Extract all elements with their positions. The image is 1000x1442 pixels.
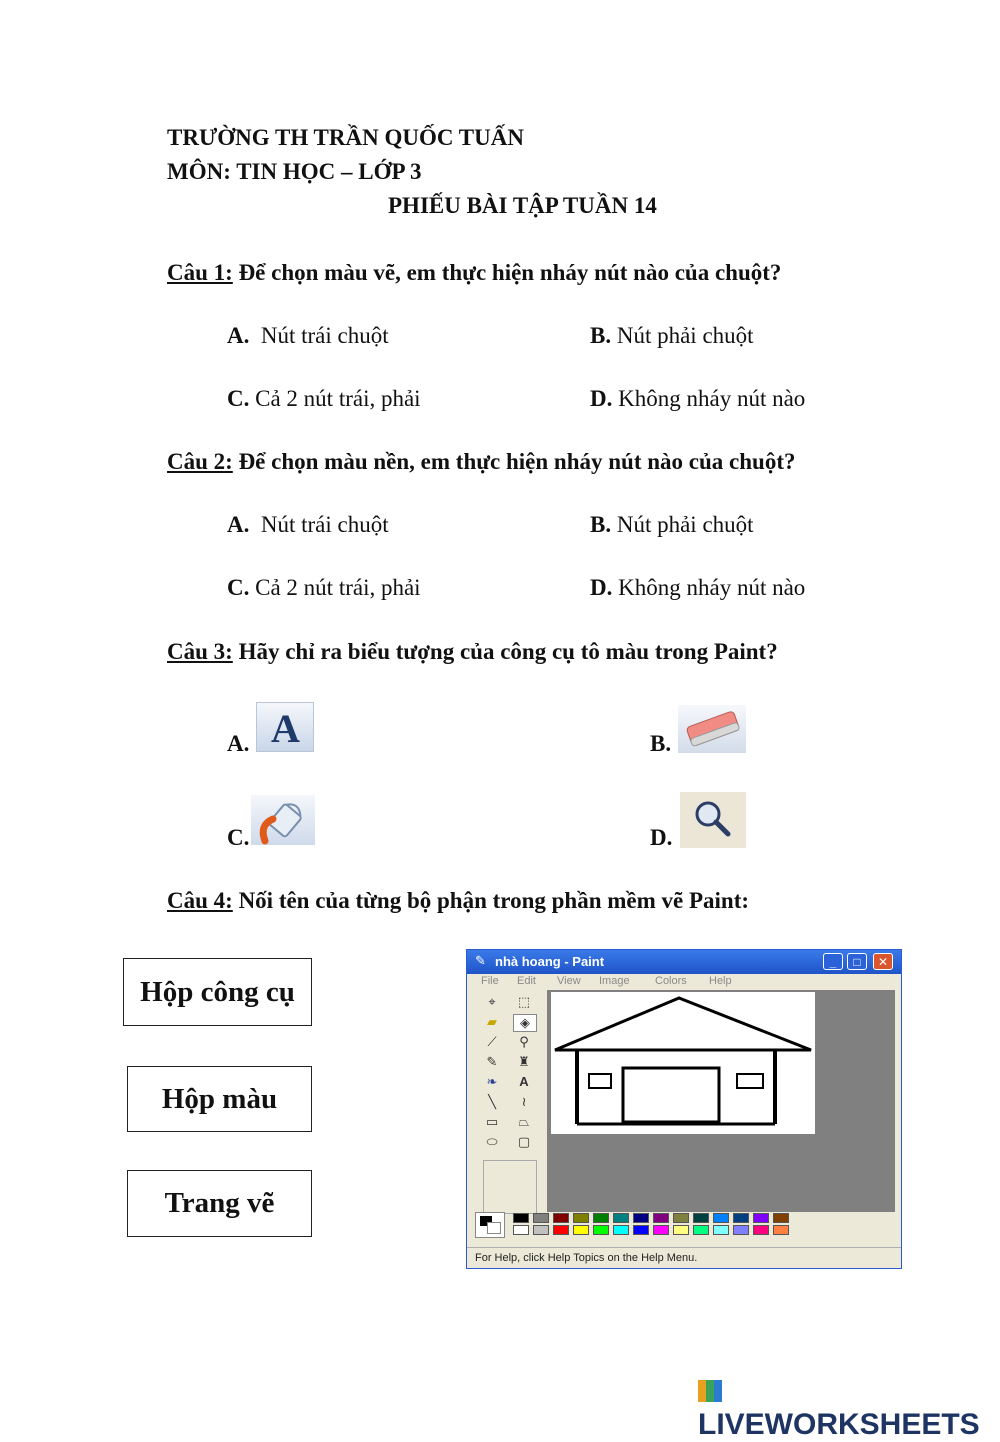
maximize-icon[interactable]: □ <box>847 953 867 970</box>
menu-file[interactable]: File <box>481 975 499 987</box>
question-2-label: Câu 2: <box>167 449 233 474</box>
palette-swatch[interactable] <box>633 1225 649 1235</box>
q1-option-c[interactable]: C. Cả 2 nút trái, phải <box>227 386 421 411</box>
rectangle-tool-icon[interactable]: ▭ <box>485 1114 499 1129</box>
menu-edit[interactable]: Edit <box>517 975 536 987</box>
paint-window[interactable] <box>466 949 902 1269</box>
zoom-tool-icon[interactable]: ⚲ <box>519 1034 529 1049</box>
palette-swatch[interactable] <box>693 1225 709 1235</box>
palette-swatch[interactable] <box>533 1213 549 1223</box>
label-box-canvas[interactable]: Trang vẽ <box>127 1170 312 1237</box>
menu-colors[interactable]: Colors <box>655 975 687 987</box>
worksheet-title: PHIẾU BÀI TẬP TUẦN 14 <box>388 193 657 218</box>
subject-line: MÔN: TIN HỌC – LỚP 3 <box>167 159 422 184</box>
drawing-canvas[interactable] <box>551 992 815 1134</box>
q3-option-c[interactable]: C. <box>227 825 250 850</box>
palette-swatch[interactable] <box>653 1213 669 1223</box>
minimize-icon[interactable]: _ <box>823 953 843 970</box>
magnifier-icon[interactable] <box>680 792 746 848</box>
q1-option-d[interactable]: D. Không nháy nút nào <box>590 386 806 411</box>
paint-titlebar <box>467 950 901 974</box>
q2-option-d[interactable]: D. Không nháy nút nào <box>590 575 806 600</box>
free-select-icon[interactable]: ⌖ <box>488 994 496 1009</box>
palette-swatch[interactable] <box>553 1225 569 1235</box>
q2-option-b[interactable]: B. Nút phải chuột <box>590 512 754 537</box>
airbrush-tool-icon[interactable]: ❧ <box>486 1074 498 1089</box>
current-colors[interactable] <box>475 1212 505 1238</box>
palette-swatch[interactable] <box>613 1213 629 1223</box>
question-3 <box>167 639 778 665</box>
palette-swatch[interactable] <box>513 1225 529 1235</box>
q2-option-c[interactable]: C. Cả 2 nút trái, phải <box>227 575 421 600</box>
palette-swatch[interactable] <box>713 1213 729 1223</box>
brush-tool-icon[interactable]: ♜ <box>518 1054 530 1069</box>
palette-swatch[interactable] <box>593 1213 609 1223</box>
paint-toolbox <box>477 992 539 1212</box>
q2-option-a[interactable]: A. Nút trái chuột <box>227 512 389 537</box>
q3-option-d[interactable]: D. <box>650 825 673 850</box>
palette-swatch[interactable] <box>713 1225 729 1235</box>
question-2 <box>167 449 796 475</box>
paint-color-palette <box>475 1212 895 1238</box>
palette-swatch[interactable] <box>753 1225 769 1235</box>
question-3-label: Câu 3: <box>167 639 233 664</box>
palette-swatch[interactable] <box>773 1213 789 1223</box>
question-4 <box>167 888 749 914</box>
text-tool-small-icon[interactable]: A <box>519 1074 529 1089</box>
palette-swatch[interactable] <box>573 1213 589 1223</box>
text-tool-icon[interactable]: A <box>256 702 314 752</box>
q3-option-a[interactable]: A. <box>227 731 250 756</box>
menu-image[interactable]: Image <box>599 975 630 987</box>
q3-option-b[interactable]: B. <box>650 731 672 756</box>
palette-swatch[interactable] <box>693 1213 709 1223</box>
palette-swatch[interactable] <box>773 1225 789 1235</box>
question-1-text: Để chọn màu vẽ, em thực hiện nháy nút nào của chuột? <box>232 260 782 285</box>
paint-app-icon: ✎ <box>475 953 486 968</box>
q1-option-a[interactable]: A. Nút trái chuột <box>227 323 389 348</box>
polygon-tool-icon[interactable]: ⏢ <box>518 1114 530 1129</box>
palette-swatch[interactable] <box>653 1225 669 1235</box>
paint-statusbar: For Help, click Help Topics on the Help Menu. <box>467 1247 901 1268</box>
palette-swatch[interactable] <box>633 1213 649 1223</box>
paint-canvas-area <box>547 990 895 1212</box>
palette-swatch[interactable] <box>593 1225 609 1235</box>
question-1-label: Câu 1: <box>167 260 233 285</box>
menu-help[interactable]: Help <box>709 975 732 987</box>
paint-menubar <box>467 974 901 990</box>
question-1 <box>167 260 781 286</box>
label-box-palette[interactable]: Hộp màu <box>127 1066 312 1132</box>
palette-swatch[interactable] <box>613 1225 629 1235</box>
palette-swatch[interactable] <box>673 1225 689 1235</box>
curve-tool-icon[interactable]: ≀ <box>521 1094 527 1109</box>
palette-swatch[interactable] <box>553 1213 569 1223</box>
background-color <box>487 1222 501 1234</box>
fill-tool-icon[interactable]: ◈ <box>513 1014 537 1032</box>
paint-title: nhà hoang - Paint <box>495 954 605 969</box>
school-name: TRƯỜNG TH TRẦN QUỐC TUẤN <box>167 125 524 150</box>
palette-swatch[interactable] <box>673 1213 689 1223</box>
close-icon[interactable]: ✕ <box>873 953 893 970</box>
liveworksheets-logo: LIVEWORKSHEETS <box>698 1374 1000 1442</box>
palette-swatch[interactable] <box>733 1225 749 1235</box>
liveworksheets-logo-icon <box>698 1380 722 1402</box>
fill-bucket-icon[interactable] <box>251 795 315 845</box>
eraser-icon[interactable] <box>678 705 746 753</box>
rect-select-icon[interactable]: ⬚ <box>517 994 531 1009</box>
ellipse-tool-icon[interactable]: ⬭ <box>486 1134 498 1149</box>
palette-swatch[interactable] <box>513 1213 529 1223</box>
question-4-text: Nối tên của từng bộ phận trong phần mềm vẽ Paint: <box>232 888 750 913</box>
line-tool-icon[interactable]: ╲ <box>488 1094 496 1109</box>
q1-option-b[interactable]: B. Nút phải chuột <box>590 323 754 348</box>
palette-swatch[interactable] <box>573 1225 589 1235</box>
menu-view[interactable]: View <box>557 975 581 987</box>
tool-options-box[interactable] <box>483 1160 537 1214</box>
label-box-toolbox[interactable]: Hộp công cụ <box>123 958 312 1026</box>
color-picker-icon[interactable]: ⟋ <box>487 1034 497 1049</box>
palette-swatch[interactable] <box>533 1225 549 1235</box>
house-drawing <box>551 992 815 1134</box>
question-3-text: Hãy chỉ ra biểu tượng của công cụ tô màu trong Paint? <box>232 639 778 664</box>
pencil-tool-icon[interactable]: ✎ <box>486 1054 498 1069</box>
rounded-rect-tool-icon[interactable]: ▢ <box>517 1134 531 1149</box>
palette-swatch[interactable] <box>733 1213 749 1223</box>
question-2-text: Để chọn màu nền, em thực hiện nháy nút nào của chuột? <box>232 449 796 474</box>
question-4-label: Câu 4: <box>167 888 233 913</box>
palette-swatch[interactable] <box>753 1213 769 1223</box>
eraser-tool-icon[interactable]: ▰ <box>487 1014 497 1029</box>
